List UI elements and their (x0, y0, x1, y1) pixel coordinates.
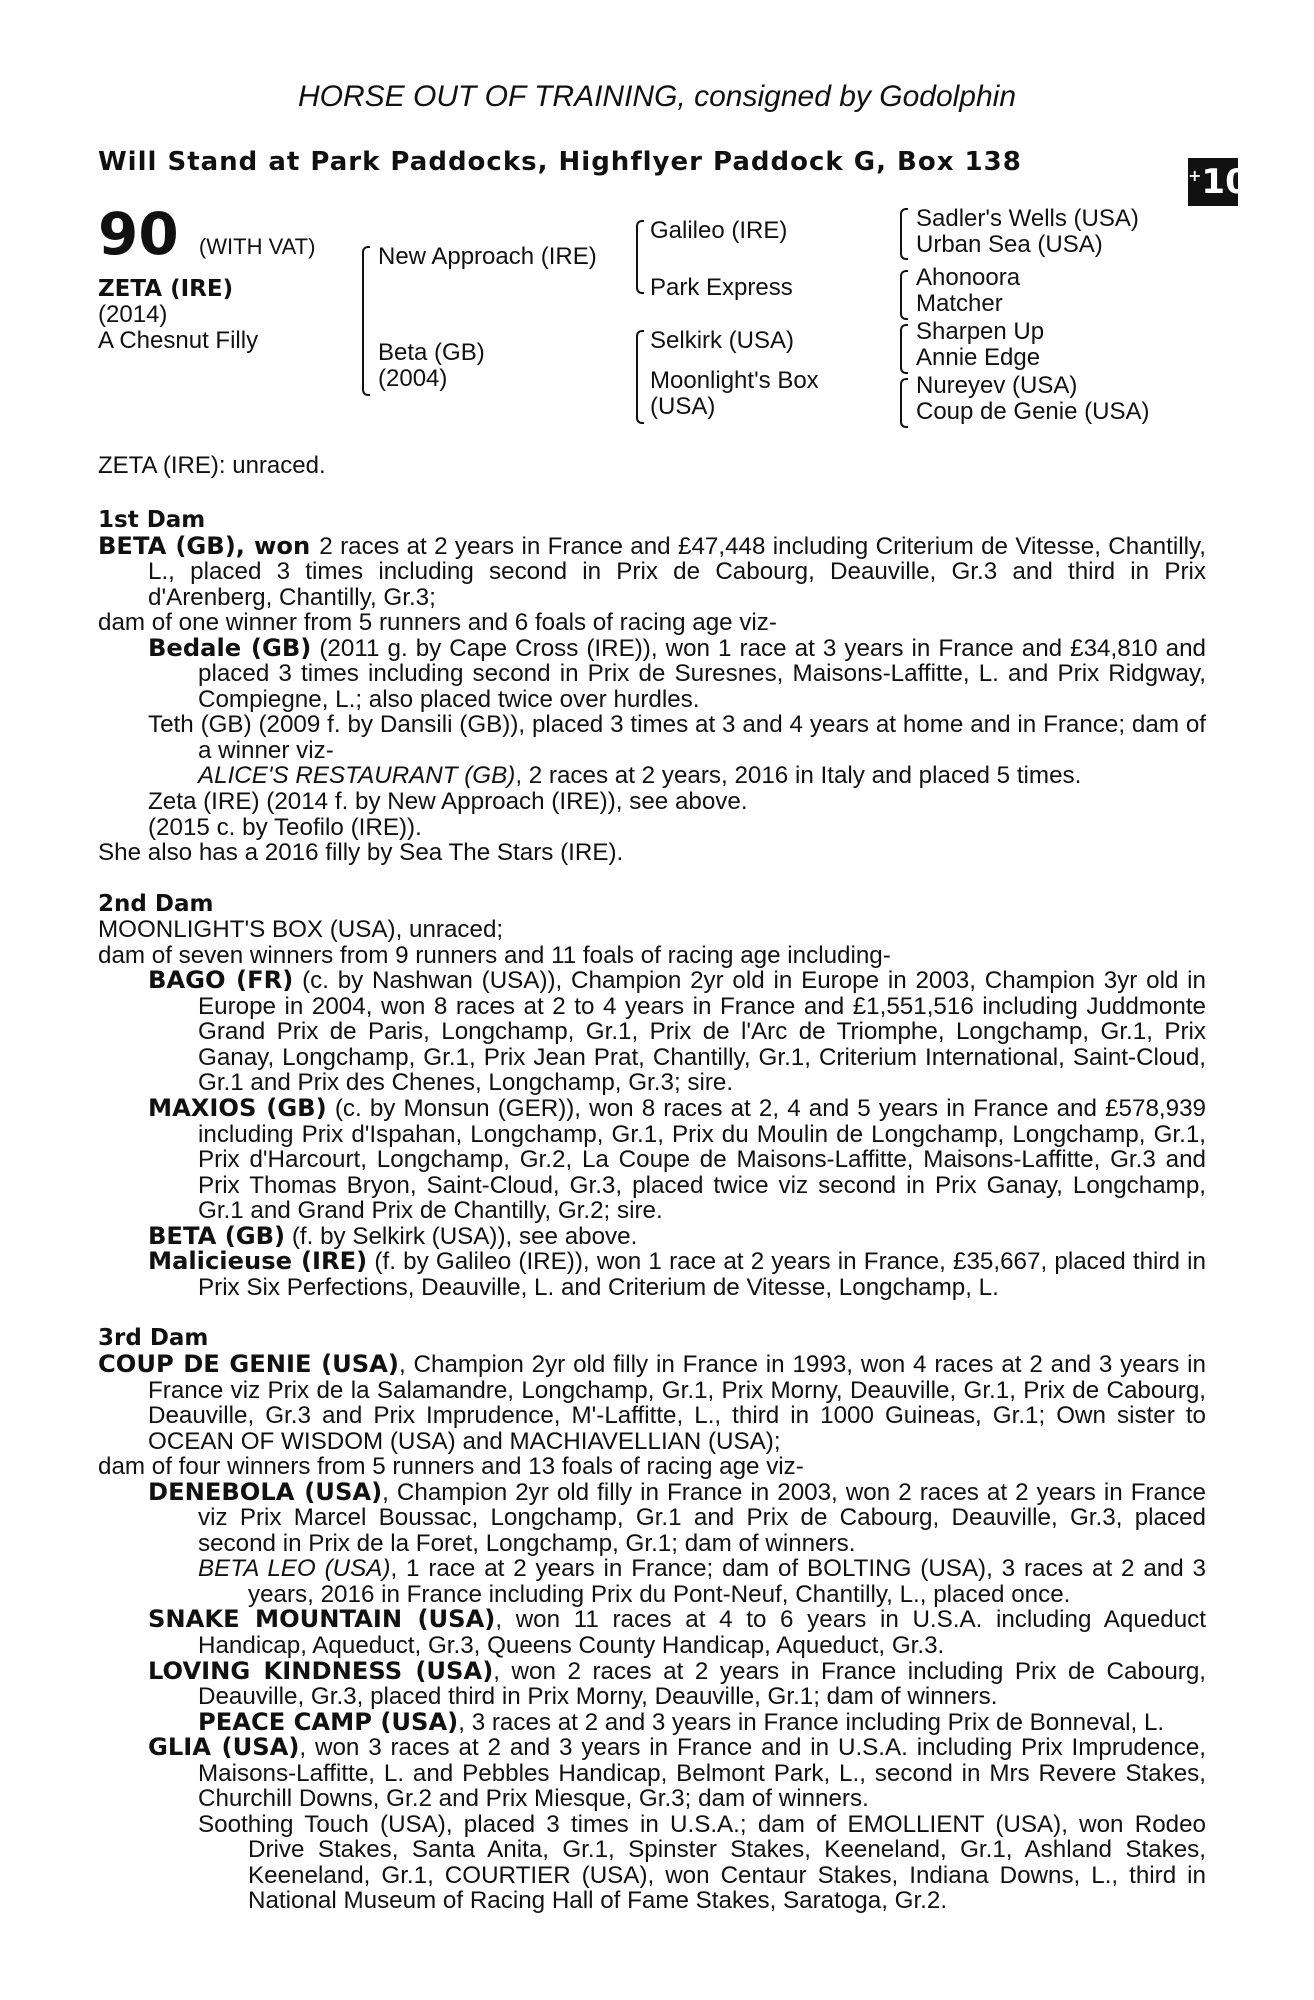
glia-name: GLIA (USA) (148, 1733, 300, 1762)
progeny-maxios (98, 1096, 1206, 1224)
maxios-name: MAXIOS (GB) (148, 1094, 327, 1123)
malicieuse-text: (f. by Galileo (IRE)), won 1 race at 2 years in France, £35,667, placed third in Prix Six Perfections, Deauville, L. and Criterium de Vitesse, Longchamp, L. (198, 1248, 1206, 1301)
coup-text: , Champion 2yr old filly in France in 1993, won 4 races at 2 and 3 years in France viz Prix de la Salamandre, Longchamp, Gr.1, Prix Morny, Deauville, Gr.1, Prix de Cabourg, Deauville, Gr.3 and Prix Imprudence, M'-Laffitte, L., third in 1000 Guineas, Gr.1; Own sister to OCEAN OF WISDOM (USA) and MACHIAVELLIAN (USA); (148, 1350, 1207, 1455)
progeny-soothing: Soothing Touch (USA), placed 3 times in U.S.A.; dam of EMOLLIENT (USA), won Rodeo Drive Stakes, Santa Anita, Gr.1, Spinster Stakes, Keeneland, Gr.1, Ashland Stakes, Keeneland, Gr.1, COURTIER (USA), won Centaur Stakes, Indiana Downs, L., third in National Museum of Racing Hall of Fame Stakes, Saratoga, Gr.2. (198, 1810, 1206, 1915)
badge-plus: + (1188, 166, 1202, 185)
progeny-malicieuse (98, 1249, 1206, 1300)
progeny-glia (98, 1735, 1206, 1812)
location-subtitle: Will Stand at Park Paddocks, Highflyer Paddock G, Box 138 (98, 147, 1022, 177)
dam1-heading: 1st Dam (98, 507, 206, 533)
horse-name: ZETA (IRE) (98, 276, 234, 302)
ancestor-7: Nureyev (USA) (916, 372, 1078, 399)
ancestor-5: Sharpen Up (916, 318, 1045, 345)
vat-note: (WITH VAT) (198, 234, 316, 259)
denebola-name: DENEBOLA (USA) (148, 1477, 383, 1506)
progeny-bedale (98, 633, 1206, 713)
bago-text: (c. by Nashwan (USA)), Champion 2yr old in Europe in 2003, Champion 3yr old in Europe in 2004, won 8 races at 2 to 4 years in France and £1,551,516 including Juddmonte Grand Prix de Paris, Longchamp, Gr.1, Prix de l'Arc de Triomphe, Longchamp, Gr.1, Prix Ganay, Longchamp, Gr.1, Prix Jean Prat, Chantilly, Gr.1, Criterium International, Saint-Cloud, Gr.1 and Prix des Chenes, Longchamp, Gr.3; sire. (198, 967, 1207, 1097)
ancestor-6: Annie Edge (916, 344, 1041, 371)
progeny-loving (98, 1656, 1206, 1711)
progeny-teth: Teth (GB) (2009 f. by Dansili (GB)), placed 3 times at 3 and 4 years at home and in France; dam of a winner viz- (148, 711, 1206, 764)
beta-name: BETA (GB) (148, 1221, 286, 1250)
progeny-snake (98, 1607, 1206, 1658)
pedigree-brace-g2 (900, 270, 908, 320)
lot-number-value: 90 (98, 200, 179, 268)
horse-year: (2014) (98, 301, 168, 328)
granddam-maternal-country: (USA) (650, 393, 716, 420)
coup-name: COUP DE GENIE (USA) (98, 1349, 399, 1378)
ancestor-8: Coup de Genie (USA) (916, 398, 1150, 425)
dam1-name: BETA (GB) (98, 531, 236, 560)
peace-name: PEACE CAMP (USA) (198, 1707, 459, 1736)
granddam-paternal: Park Express (650, 274, 793, 301)
snake-text: , won 11 races at 4 to 6 years in U.S.A. including Aqueduct Handicap, Aqueduct, Gr.3, Queens County Handicap, Aqueduct, Gr.3. (198, 1606, 1206, 1659)
progeny-bago (98, 968, 1206, 1096)
malicieuse-name: Malicieuse (IRE) (148, 1247, 368, 1276)
progeny-denebola (98, 1477, 1206, 1557)
betaleo-name: BETA LEO (USA) (198, 1555, 391, 1583)
pedigree-brace-g1 (900, 208, 908, 260)
dam2-dam-of: dam of seven winners from 9 runners and 11 foals of racing age including- (98, 941, 891, 969)
loving-name: LOVING KINDNESS (USA) (148, 1656, 494, 1685)
progeny-beta (98, 1221, 1206, 1250)
glia-text: , won 3 races at 2 and 3 years in France and in U.S.A. including Prix Imprudence, Maisons-Laffitte, L. and Pebbles Handicap, Belmont Park, L., second in Mrs Revere Stakes, Churchill Downs, Gr.2 and Prix Miesque, Gr.3; dam of winners. (198, 1734, 1206, 1813)
dam3-entry (98, 1349, 1207, 1455)
catalogue-header: HORSE OUT OF TRAINING, consigned by Godolphin (297, 80, 1017, 113)
maxios-text: (c. by Monsun (GER)), won 8 races at 2, 4 and 5 years in France and £578,939 including Prix d'Ispahan, Longchamp, Gr.1, Prix du Moulin de Longchamp, Longchamp, Gr.1, Prix d'Harcourt, Longchamp, Gr.2, La Coupe de Maisons-Laffitte, Maisons-Laffitte, Gr.3 and Prix Thomas Bryon, Saint-Cloud, Gr.3, placed twice viz second in Prix Ganay, Longchamp, Gr.1 and Grand Prix de Chantilly, Gr.2; sire. (198, 1095, 1206, 1225)
dam-lines (98, 508, 1206, 1914)
ancestor-2: Urban Sea (USA) (916, 231, 1103, 258)
sire-name: New Approach (IRE) (378, 243, 597, 270)
bedale-text: (2011 g. by Cape Cross (IRE)), won 1 race at 3 years in France and £34,810 and placed 3 times including second in Prix de Suresnes, Maisons-Laffitte, L. and Prix Ridgway, Compiegne, L.; also placed twice over hurdles. (198, 634, 1206, 713)
dam3-heading: 3rd Dam (98, 1325, 209, 1352)
alice-name: ALICE'S RESTAURANT (GB) (198, 762, 516, 790)
grandsire-maternal: Selkirk (USA) (650, 327, 795, 354)
pedigree-brace-dam (636, 330, 644, 424)
race-record: ZETA (IRE): unraced. (98, 452, 326, 479)
denebola-text: , Champion 2yr old filly in France in 2003, won 2 races at 2 years in France viz Prix Marcel Boussac, Longchamp, Gr.1 and Prix de Cabourg, Deauville, Gr.3, placed second in Prix de la Foret, Longchamp, Gr.1; dam of winners. (198, 1478, 1206, 1557)
lot-number (98, 200, 316, 277)
dam1-text: 2 races at 2 years in France and £47,448 including Criterium de Vitesse, Chantilly, L., placed 3 times including second in Prix de Cabourg, Deauville, Gr.3 and third in Prix d'Arenberg, Chantilly, Gr.3; (148, 532, 1206, 611)
peace-text: , 3 races at 2 and 3 years in France including Prix de Bonneval, L. (458, 1708, 1165, 1736)
dam3-dam-of: dam of four winners from 5 runners and 13 foals of racing age viz- (98, 1453, 804, 1481)
bago-name: BAGO (FR) (148, 966, 294, 995)
alice-text: , 2 races at 2 years, 2016 in Italy and placed 5 times. (515, 762, 1082, 790)
grandsire-paternal: Galileo (IRE) (650, 217, 788, 244)
ancestor-4: Matcher (916, 290, 1003, 317)
progeny-betaleo (98, 1556, 1206, 1607)
progeny-colt: (2015 c. by Teofilo (IRE)). (148, 813, 422, 841)
dam1-entry: BETA (GB), won 2 races at 2 years in France and £47,448 including Criterium de Vitesse, Chantilly, L., placed 3 times including second in Prix de Cabourg, Deauville, Gr.3 and third in Prix d'Arenberg, Chantilly, Gr.3; (98, 531, 1206, 611)
pedigree-brace-sire (636, 220, 644, 294)
dam-year: (2004) (378, 365, 448, 392)
snake-name: SNAKE MOUNTAIN (USA) (148, 1605, 496, 1634)
pedigree-brace-main (362, 246, 370, 396)
progeny-zeta: Zeta (IRE) (2014 f. by New Approach (IRE)), see above. (148, 788, 748, 816)
lot-badge (1188, 158, 1249, 206)
beta-text: (f. by Selkirk (USA)), see above. (291, 1222, 638, 1250)
progeny-peace (98, 1707, 1206, 1736)
badge-number: 10 (1201, 162, 1249, 202)
pedigree-brace-g3 (900, 324, 908, 374)
bedale-name: Bedale (GB) (148, 633, 312, 662)
betaleo-text: , 1 race at 2 years in France; dam of BOLTING (USA), 3 races at 2 and 3 years, 2016 in France including Prix du Pont-Neuf, Chantilly, L., placed once. (248, 1555, 1206, 1608)
dam-name: Beta (GB) (378, 339, 485, 366)
dam2-intro: MOONLIGHT'S BOX (USA), unraced; (98, 916, 504, 944)
progeny-alice (98, 763, 1206, 789)
dam1-dam-of: dam of one winner from 5 runners and 6 foals of racing age viz- (98, 609, 777, 637)
ancestor-1: Sadler's Wells (USA) (916, 205, 1139, 232)
dam2-heading: 2nd Dam (98, 890, 214, 917)
pedigree-brace-g4 (900, 378, 908, 428)
dam1-also: She also has a 2016 filly by Sea The Stars (IRE). (98, 839, 624, 867)
ancestor-3: Ahonoora (916, 264, 1021, 291)
granddam-maternal: Moonlight's Box (650, 367, 819, 394)
horse-description: A Chesnut Filly (98, 327, 259, 354)
loving-text: , won 2 races at 2 years in France including Prix de Cabourg, Deauville, Gr.3, placed third in Prix Morny, Deauville, Gr.1; dam of winners. (198, 1657, 1206, 1711)
